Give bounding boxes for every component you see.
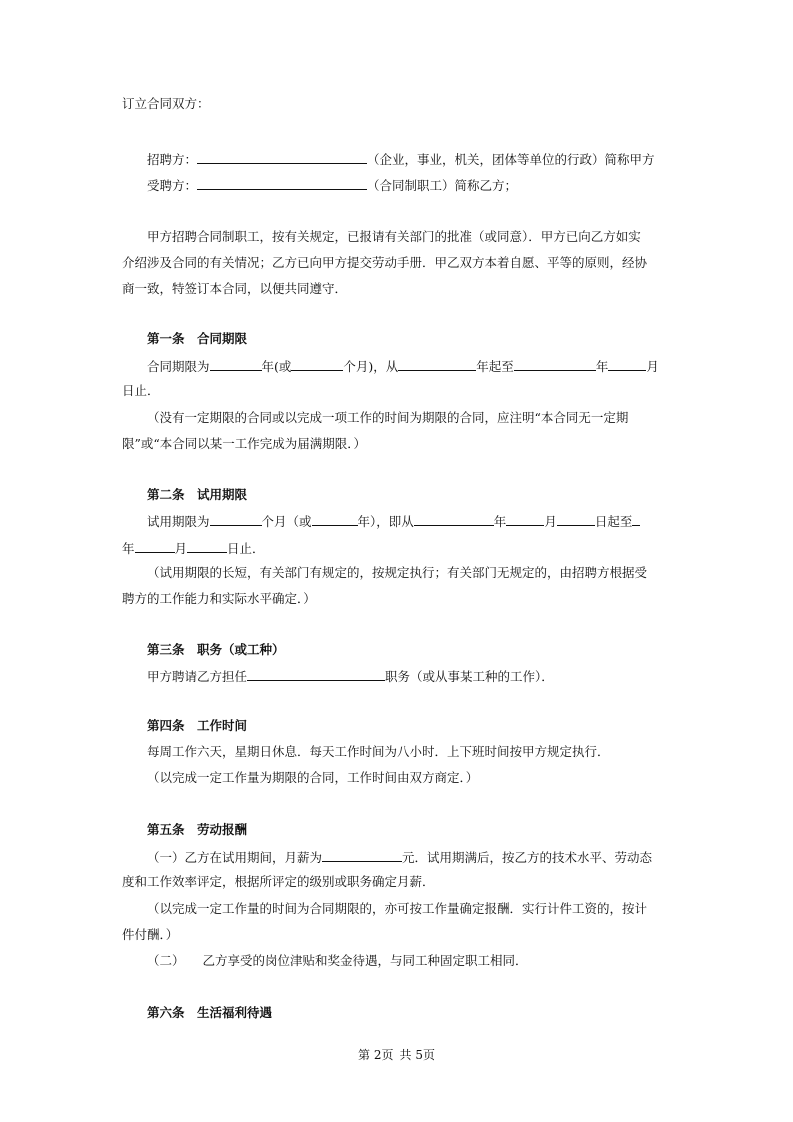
- a1-blank-end-month[interactable]: [608, 357, 646, 371]
- a3-blank-position[interactable]: [247, 667, 385, 681]
- party-a-label: 招聘方：: [147, 152, 198, 167]
- article1-title: 第一条 合同期限: [147, 331, 248, 346]
- a1-blank-years[interactable]: [210, 357, 262, 371]
- a3-text-1: 职务（或从事某工种的工作）．: [385, 669, 554, 684]
- a1-text-1: 年(或: [261, 359, 292, 374]
- a2-text-0: 试用期限为: [147, 514, 210, 529]
- article2-note-2: 聘方的工作能力和实际水平确定．）: [122, 591, 316, 606]
- article5-note-2: 件付酬．）: [122, 927, 179, 942]
- a2-text-8: 日止．: [227, 541, 265, 556]
- a1-text-4: 年: [595, 359, 609, 374]
- party-a-line: [147, 150, 655, 168]
- article2-title: 第二条 试用期限: [147, 487, 248, 502]
- a5-text-0: （一）乙方在试用期间，月薪为: [147, 850, 323, 865]
- party-b-line: [147, 176, 517, 194]
- a2-blank-months[interactable]: [210, 512, 262, 526]
- a1-text-3: 年起至: [476, 359, 514, 374]
- article5-line-2: 度和工作效率评定，根据所评定的级别或职务确定月薪．: [122, 874, 435, 889]
- article5-title: 第五条 劳动报酬: [147, 822, 248, 837]
- a2-text-1: 个月（或: [261, 514, 312, 529]
- a2-blank-trailing[interactable]: [632, 512, 640, 526]
- article6-title: 第六条 生活福利待遇: [147, 1005, 273, 1020]
- a5-blank-salary[interactable]: [322, 848, 402, 862]
- party-b-blank[interactable]: [197, 176, 367, 190]
- a2-blank-start-month[interactable]: [506, 512, 544, 526]
- page-footer: [0, 1046, 793, 1063]
- article5-note-1: （以完成一定工作量的时间为合同期限的，亦可按工作量确定报酬．实行计件工资的，按计: [147, 901, 648, 916]
- a1-blank-start-year[interactable]: [398, 357, 476, 371]
- article2-line-2: [122, 539, 265, 557]
- article4-title: 第四条 工作时间: [147, 718, 248, 733]
- a5-text-3: 乙方享受的岗位津贴和奖金待遇，与同工种固定职工相同．: [202, 953, 528, 968]
- a2-text-7: 月: [174, 541, 188, 556]
- article1-note-2: 限”或“本合同以某一工作完成为届满期限．）: [122, 436, 367, 451]
- a2-blank-end-month[interactable]: [187, 539, 227, 553]
- a1-blank-months[interactable]: [291, 357, 343, 371]
- a5-text-2: （二）: [147, 953, 185, 968]
- a2-text-4: 月: [544, 514, 557, 529]
- page-total: 共 5页: [399, 1048, 435, 1062]
- a2-text-3: 年: [493, 514, 507, 529]
- a2-blank-start-year[interactable]: [414, 512, 494, 526]
- a5-text-1: 元．试用期满后，按乙方的技术水平、劳动态: [402, 850, 653, 865]
- a1-text-2: 个月)，从: [343, 359, 399, 374]
- preamble-line-3: 商一致，特签订本合同，以便共同遵守．: [122, 281, 348, 296]
- a2-text-2: 年），即从: [357, 514, 414, 529]
- a1-text-5: 月: [646, 359, 659, 374]
- a2-blank-end-year[interactable]: [135, 539, 175, 553]
- a1-blank-end-year[interactable]: [514, 357, 596, 371]
- a2-text-5: 日起至: [594, 514, 633, 529]
- article4-note: （以完成一定工作量为期限的合同，工作时间由双方商定．）: [147, 770, 479, 785]
- page-number: 第 2页: [358, 1048, 394, 1062]
- article2-note-1: （试用期限的长短，有关部门有规定的，按规定执行；有关部门无规定的，由招聘方根据受: [147, 565, 648, 580]
- article1-line-2: 日止．: [122, 383, 160, 398]
- party-a-blank[interactable]: [197, 150, 367, 164]
- preamble-line-1: 甲方招聘合同制职工，按有关规定，已报请有关部门的批准（或同意）．甲方已向乙方如实: [147, 229, 641, 244]
- article2-line-1: [147, 512, 640, 530]
- article3-line-1: [147, 667, 554, 685]
- a1-text-0: 合同期限为: [147, 359, 210, 374]
- party-b-label: 受聘方：: [147, 178, 198, 193]
- article5-line-1: [147, 848, 652, 866]
- intro-text: 订立合同双方：: [122, 96, 210, 111]
- article1-line-1: [147, 357, 659, 375]
- a2-blank-years[interactable]: [312, 512, 358, 526]
- article4-line-1: 每周工作六天，星期日休息．每天工作时间为八小时．上下班时间按甲方规定执行．: [147, 744, 610, 759]
- party-a-suffix: （企业，事业，机关，团体等单位的行政）简称甲方: [367, 152, 655, 167]
- article5-line-3: [147, 953, 528, 969]
- a2-blank-start-day[interactable]: [557, 512, 595, 526]
- article3-title: 第三条 职务（或工种）: [147, 642, 285, 657]
- a2-text-6: 年: [122, 541, 135, 556]
- a3-text-0: 甲方聘请乙方担任: [147, 669, 248, 684]
- preamble-line-2: 介绍涉及合同的有关情况；乙方已向甲方提交劳动手册．甲乙双方本着自愿、平等的原则，经协: [122, 255, 648, 270]
- article1-note-1: （没有一定期限的合同或以完成一项工作的时间为期限的合同，应注明“本合同无一定期: [147, 410, 629, 425]
- party-b-suffix: （合同制职工）简称乙方；: [367, 178, 518, 193]
